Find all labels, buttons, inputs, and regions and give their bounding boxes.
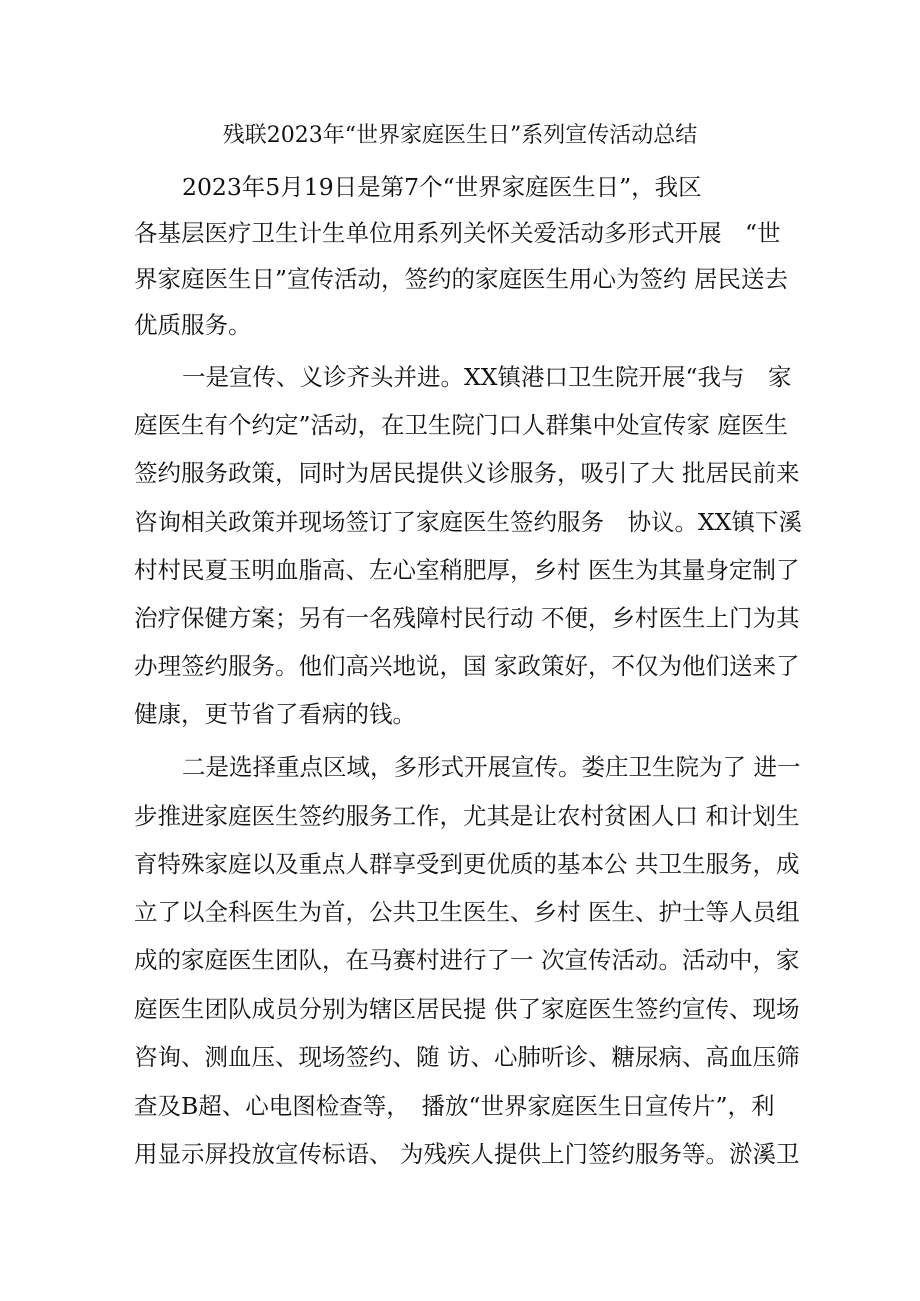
paragraph-line: 育特殊家庭以及重点人群享受到更优质的基本公 共卫生服务，成 (134, 850, 800, 878)
paragraph-line: 治疗保健方案；另有一名残障村民行动 不便，乡村医生上门为其 (134, 604, 800, 632)
paragraph-line: 二是选择重点区域，多形式开展宣传。娄庄卫生院为了 进一 (182, 753, 801, 781)
paragraph-line: 庭医生团队成员分别为辖区居民提 供了家庭医生签约宣传、现场 (134, 995, 800, 1023)
paragraph-line: 一是宣传、义诊齐头并进。XX镇港口卫生院开展“我与 家 (182, 363, 792, 391)
paragraph-line: 办理签约服务。他们高兴地说，国 家政策好，不仅为他们送来了 (134, 652, 800, 680)
paragraph-line: 查及B超、心电图检查等， 播放“世界家庭医生日宣传片”，利 (134, 1092, 775, 1120)
paragraph-line: 界家庭医生日”宣传活动，签约的家庭医生用心为签约 居民送去 (134, 265, 788, 293)
paragraph-line: 各基层医疗卫生计生单位用系列关怀关爱活动多形式开展 “世 (134, 219, 781, 247)
paragraph-line: 立了以全科医生为首，公共卫生医生、乡村 医生、护士等人员组 (134, 898, 800, 926)
paragraph-line: 成的家庭医生团队，在马赛村进行了一 次宣传活动。活动中，家 (134, 946, 800, 974)
document-title: 残联2023年“世界家庭医生日”系列宣传活动总结 (222, 123, 698, 148)
paragraph-line: 2023年5月19日是第7个“世界家庭医生日”，我区 (182, 173, 702, 201)
paragraph-line: 签约服务政策，同时为居民提供义诊服务，吸引了大 批居民前来 (134, 459, 800, 487)
paragraph-line: 步推进家庭医生签约服务工作，尤其是让农村贫困人口 和计划生 (134, 802, 800, 830)
paragraph-line: 用显示屏投放宣传标语、 为残疾人提供上门签约服务等。淤溪卫 (134, 1140, 800, 1168)
paragraph-line: 优质服务。 (134, 311, 252, 339)
paragraph-line: 村村民夏玉明血脂高、左心室稍肥厚，乡村 医生为其量身定制了 (134, 556, 800, 584)
paragraph-line: 咨询、测血压、现场签约、随 访、心肺听诊、糖尿病、高血压筛 (134, 1043, 800, 1071)
paragraph-line: 咨询相关政策并现场签订了家庭医生签约服务 协议。XX镇下溪 (134, 508, 802, 536)
paragraph-line: 庭医生有个约定”活动，在卫生院门口人群集中处宣传家 庭医生 (134, 411, 788, 439)
paragraph-line: 健康，更节省了看病的钱。 (134, 700, 416, 728)
